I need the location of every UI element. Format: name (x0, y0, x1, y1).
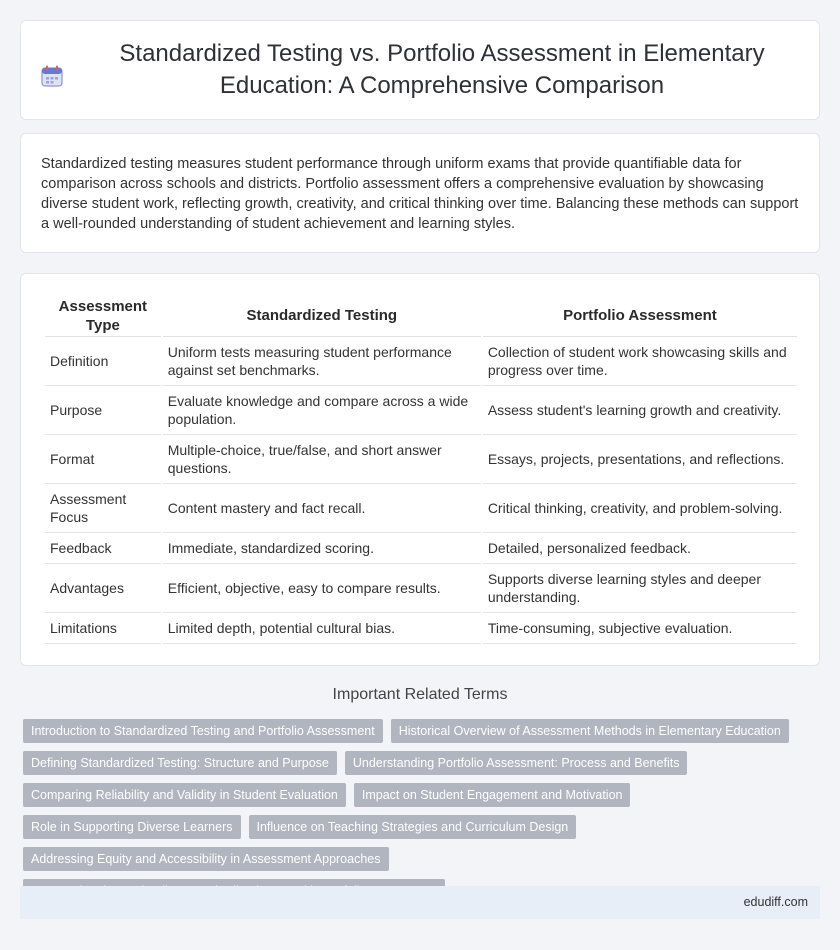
portfolio-cell: Critical thinking, creativity, and problem-solving. (483, 484, 797, 533)
header-portfolio-assessment: Portfolio Assessment (483, 295, 797, 337)
related-term-tag[interactable]: Defining Standardized Testing: Structure and Purpose (23, 751, 337, 775)
related-term-tag[interactable]: Understanding Portfolio Assessment: Process and Benefits (345, 751, 688, 775)
header-standardized-testing: Standardized Testing (163, 295, 481, 337)
title-card (20, 20, 820, 120)
standardized-cell: Evaluate knowledge and compare across a wide population. (163, 386, 481, 435)
intro-paragraph: Standardized testing measures student performance through uniform exams that provide quantifiable data for comparison across schools and districts. Portfolio assessment offers a comprehensive evaluation by showcasing diverse student work, reflecting growth, creativity, and critical thinking over time. Balancing these methods can support a well-rounded understanding of student achievement and learning styles. (41, 156, 799, 232)
standardized-cell: Content mastery and fact recall. (163, 484, 481, 533)
related-term-tag[interactable]: Addressing Equity and Accessibility in Assessment Approaches (23, 847, 389, 871)
row-label: Feedback (45, 533, 161, 564)
standardized-cell: Limited depth, potential cultural bias. (163, 613, 481, 644)
intro-card (20, 133, 820, 253)
calendar-icon (40, 64, 64, 88)
table-row (45, 337, 797, 386)
related-term-tag[interactable]: Introduction to Standardized Testing and Portfolio Assessment (23, 719, 383, 743)
portfolio-cell: Supports diverse learning styles and deeper understanding. (483, 564, 797, 613)
comparison-table (43, 295, 799, 644)
row-label: Format (45, 435, 161, 484)
table-row (45, 386, 797, 435)
footer (20, 886, 820, 919)
related-term-tag[interactable]: Comparing Reliability and Validity in Student Evaluation (23, 783, 346, 807)
row-label: Assessment Focus (45, 484, 161, 533)
standardized-cell: Uniform tests measuring student performance against set benchmarks. (163, 337, 481, 386)
row-label: Purpose (45, 386, 161, 435)
related-term-tag[interactable]: Influence on Teaching Strategies and Curriculum Design (249, 815, 577, 839)
portfolio-cell: Detailed, personalized feedback. (483, 533, 797, 564)
table-row (45, 435, 797, 484)
related-term-tag[interactable]: Impact on Student Engagement and Motivation (354, 783, 631, 807)
row-label: Limitations (45, 613, 161, 644)
footer-site-link[interactable]: edudiff.com (743, 895, 808, 909)
comparison-table-card (20, 273, 820, 666)
portfolio-cell: Essays, projects, presentations, and reflections. (483, 435, 797, 484)
table-row (45, 564, 797, 613)
portfolio-cell: Assess student's learning growth and creativity. (483, 386, 797, 435)
portfolio-cell: Time-consuming, subjective evaluation. (483, 613, 797, 644)
table-header-row (45, 295, 797, 337)
related-term-tag[interactable]: Historical Overview of Assessment Methods in Elementary Education (391, 719, 789, 743)
related-terms-title: Important Related Terms (332, 686, 508, 703)
standardized-cell: Immediate, standardized scoring. (163, 533, 481, 564)
table-row (45, 613, 797, 644)
page-title: Standardized Testing vs. Portfolio Assessment in Elementary Education: A Comprehensive Comparison (119, 40, 765, 99)
header-assessment-type: Assessment Type (45, 295, 161, 337)
table-row (45, 484, 797, 533)
standardized-cell: Efficient, objective, easy to compare results. (163, 564, 481, 613)
standardized-cell: Multiple-choice, true/false, and short answer questions. (163, 435, 481, 484)
related-term-tag[interactable]: Role in Supporting Diverse Learners (23, 815, 241, 839)
row-label: Definition (45, 337, 161, 386)
portfolio-cell: Collection of student work showcasing skills and progress over time. (483, 337, 797, 386)
related-terms-list (23, 719, 823, 911)
row-label: Advantages (45, 564, 161, 613)
table-row (45, 533, 797, 564)
